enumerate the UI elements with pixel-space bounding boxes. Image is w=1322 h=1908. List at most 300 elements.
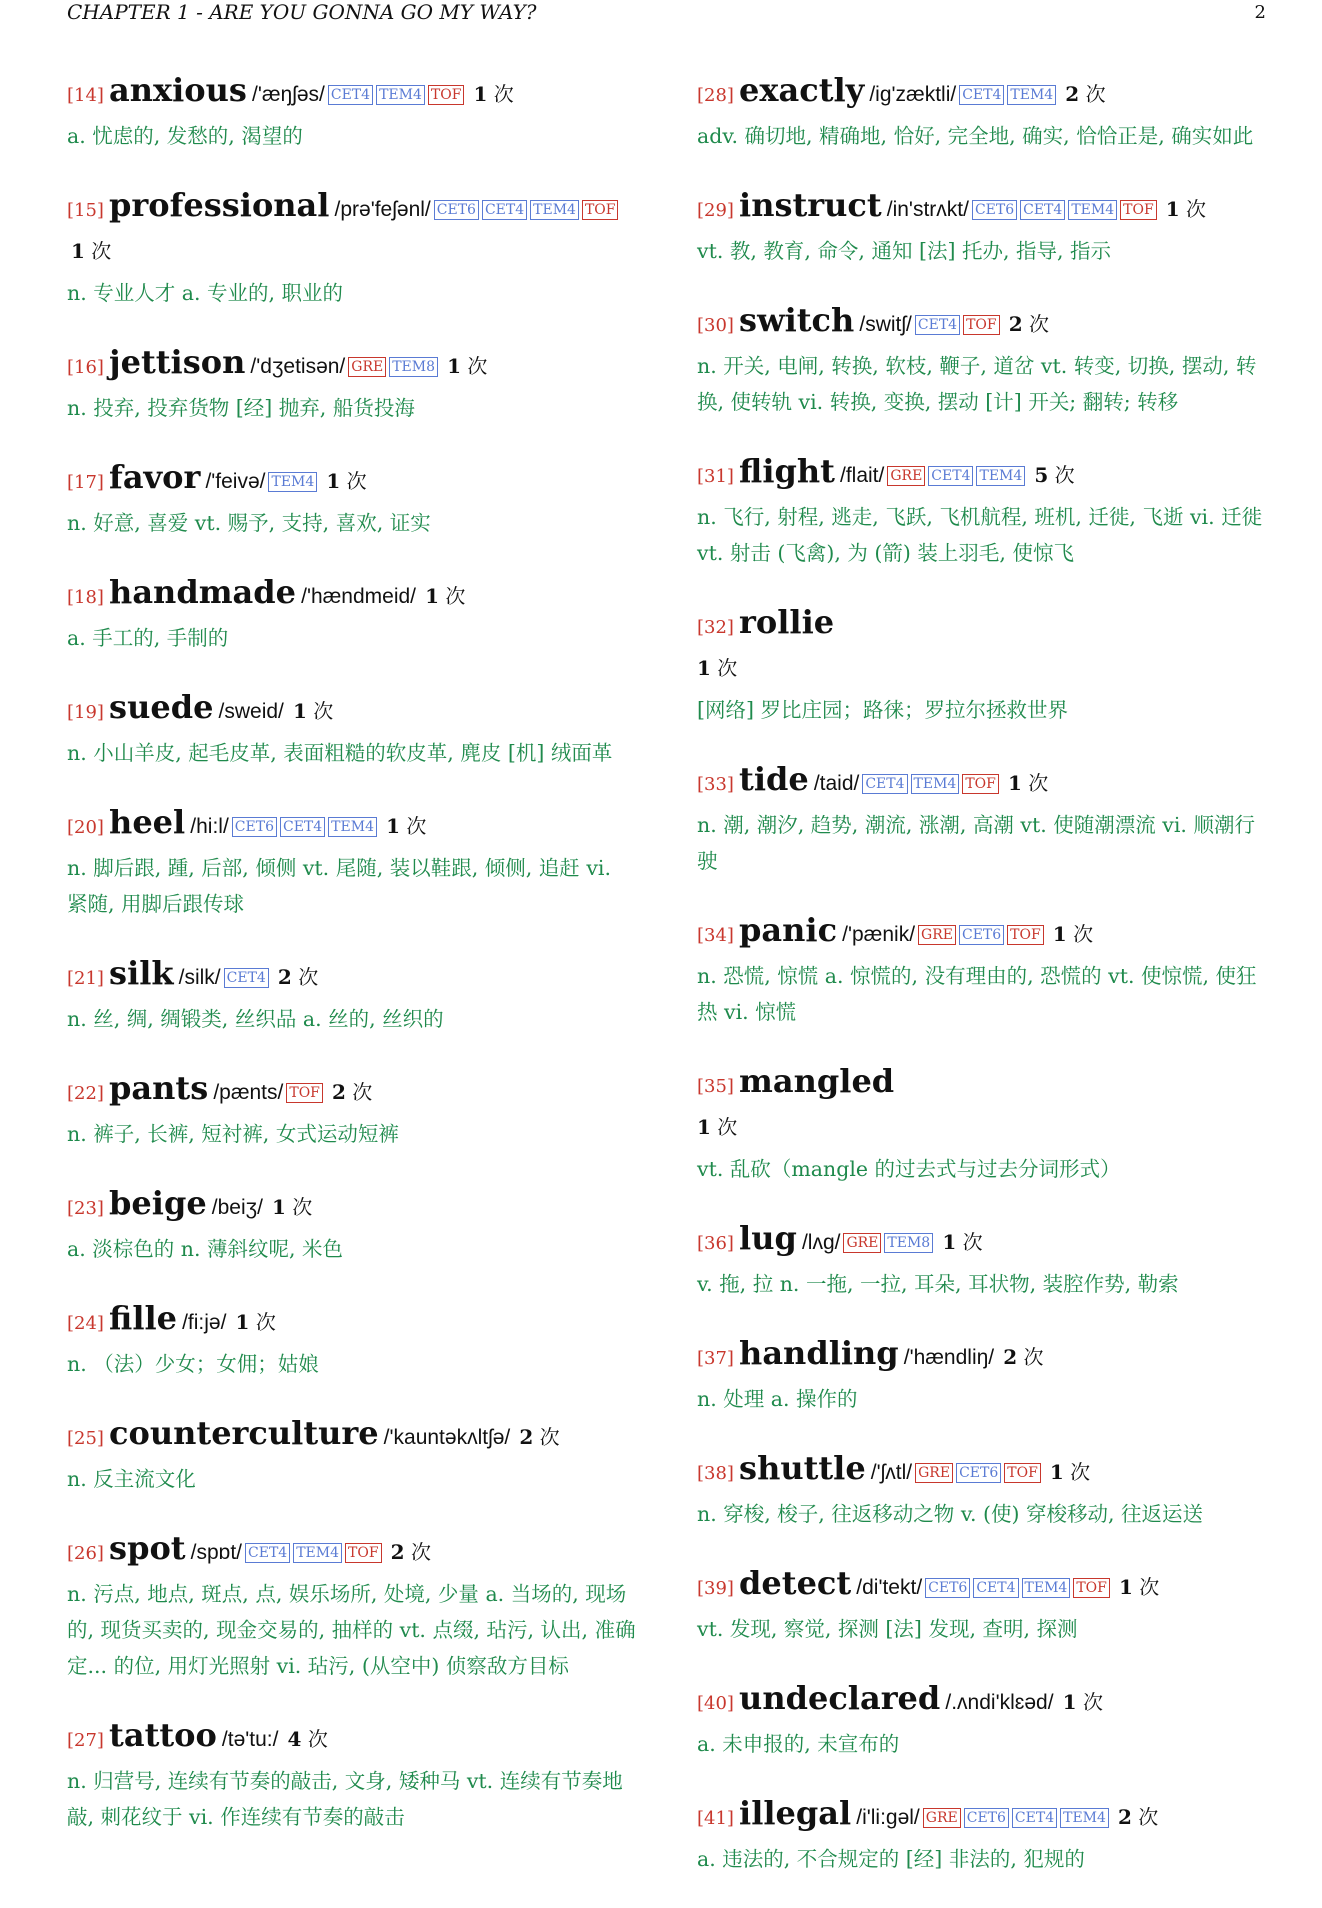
count-number: 1 xyxy=(1165,197,1180,221)
phonetic: /'pænik/ xyxy=(842,923,916,946)
count-number: 1 xyxy=(1118,1575,1133,1599)
entry-number: [14] xyxy=(67,85,104,106)
exam-tag: TEM8 xyxy=(884,1233,933,1253)
count-unit: 次 xyxy=(1028,312,1049,336)
entry-head xyxy=(67,1715,637,1761)
headword: beige xyxy=(109,1184,207,1222)
entry-head xyxy=(697,602,1267,648)
phonetic: /'hændliŋ/ xyxy=(903,1346,995,1369)
definition: a. 忧虑的, 发愁的, 渴望的 xyxy=(67,124,303,148)
phonetic: /'feivə/ xyxy=(205,470,266,493)
exam-tag: TEM4 xyxy=(1068,200,1117,220)
definition: vt. 教, 教育, 命令, 通知 [法] 托办, 指导, 指示 xyxy=(697,239,1112,263)
definition: n. 好意, 喜爱 vt. 赐予, 支持, 喜欢, 证实 xyxy=(67,511,431,535)
count-unit: 次 xyxy=(1023,1345,1044,1369)
entry-head xyxy=(697,1793,1267,1839)
definition: v. 拖, 拉 n. 一拖, 一拉, 耳朵, 耳状物, 装腔作势, 勒索 xyxy=(697,1272,1179,1296)
entry-head xyxy=(67,687,637,733)
right-column xyxy=(697,70,1267,1908)
count-number: 1 xyxy=(235,1310,250,1334)
definition: n. 小山羊皮, 起毛皮革, 表面粗糙的软皮革, 麂皮 [机] 绒面革 xyxy=(67,741,613,765)
exam-tag: TOF xyxy=(1073,1578,1110,1598)
phonetic: /pænts/ xyxy=(213,1081,284,1104)
count-number: 1 xyxy=(697,1115,711,1139)
headword: mangled xyxy=(739,1062,895,1100)
frequency-count xyxy=(519,1425,559,1449)
entry-number: [33] xyxy=(697,774,734,795)
count-unit: 次 xyxy=(1070,1460,1091,1484)
headword: illegal xyxy=(739,1794,852,1832)
headword: rollie xyxy=(739,603,835,641)
frequency-count xyxy=(1063,1690,1103,1714)
exam-tag: CET6 xyxy=(959,925,1004,945)
vocab-entry xyxy=(67,572,637,656)
count-unit: 次 xyxy=(255,1310,276,1334)
exam-tag: CET4 xyxy=(245,1543,290,1563)
exam-tag: TOF xyxy=(582,200,619,220)
count-number: 4 xyxy=(287,1727,302,1751)
frequency-count xyxy=(447,354,487,378)
count-unit: 次 xyxy=(1138,1805,1159,1829)
count-number: 1 xyxy=(326,469,341,493)
definition: n. 穿梭, 梭子, 往返移动之物 v. (使) 穿梭移动, 往返运送 xyxy=(697,1502,1204,1526)
exam-tag: CET4 xyxy=(973,1578,1018,1598)
count-unit: 次 xyxy=(1028,771,1049,795)
frequency-count xyxy=(1034,463,1074,487)
exam-tag: GRE xyxy=(887,466,925,486)
count-number: 2 xyxy=(1003,1345,1018,1369)
entry-head xyxy=(67,1528,637,1574)
vocab-entry xyxy=(697,1793,1267,1877)
frequency-count xyxy=(1119,1575,1159,1599)
headword: instruct xyxy=(739,186,882,224)
entry-number: [23] xyxy=(67,1198,104,1219)
frequency-count xyxy=(293,699,333,723)
entry-number: [20] xyxy=(67,817,104,838)
count-number: 1 xyxy=(425,584,440,608)
definition: [网络] 罗比庄园；路徕；罗拉尔拯救世界 xyxy=(697,698,1069,722)
definition: n. 飞行, 射程, 逃走, 飞跃, 飞机航程, 班机, 迁徙, 飞逝 vi. 迁徙 vt. 射击 (飞禽), 为 (箭) 装上羽毛, 使惊飞 xyxy=(697,505,1263,565)
definition: n. 裤子, 长裤, 短衬裤, 女式运动短裤 xyxy=(67,1122,399,1146)
entry-number: [26] xyxy=(67,1543,104,1564)
frequency-count xyxy=(942,1230,982,1254)
phonetic: /prə'feʃənl/ xyxy=(334,198,431,221)
entry-number: [17] xyxy=(67,472,104,493)
entry-head xyxy=(697,1333,1267,1379)
phonetic: /.ʌndi'klɛəd/ xyxy=(945,1691,1054,1714)
entry-head xyxy=(697,1448,1267,1494)
count-unit: 次 xyxy=(1139,1575,1160,1599)
frequency-count xyxy=(386,814,426,838)
vocab-entry xyxy=(67,1413,637,1497)
entry-number: [39] xyxy=(697,1578,734,1599)
exam-tag: GRE xyxy=(923,1808,961,1828)
exam-tag: TOF xyxy=(963,315,1000,335)
exam-tag: CET4 xyxy=(959,85,1004,105)
exam-tag: TEM4 xyxy=(530,200,579,220)
count-unit: 次 xyxy=(307,1727,328,1751)
count-unit: 次 xyxy=(410,1540,431,1564)
exam-tag: TEM4 xyxy=(911,774,960,794)
headword: shuttle xyxy=(739,1449,866,1487)
exam-tag: CET4 xyxy=(1020,200,1065,220)
count-number: 1 xyxy=(447,354,462,378)
headword: panic xyxy=(739,911,838,949)
exam-tag: TEM4 xyxy=(376,85,425,105)
exam-tag: TOF xyxy=(286,1083,323,1103)
definition: n. 开关, 电闸, 转换, 软枝, 鞭子, 道岔 vt. 转变, 切换, 摆动, 转换, 使转轨 vi. 转换, 变换, 摆动 [计] 开关; 翻转; 转移 xyxy=(697,354,1257,414)
vocab-entry xyxy=(697,1563,1267,1647)
vocab-entry xyxy=(697,300,1267,420)
count-number: 1 xyxy=(1007,771,1022,795)
frequency-count xyxy=(236,1310,276,1334)
headword: undeclared xyxy=(739,1679,941,1717)
phonetic: /lʌg/ xyxy=(801,1231,841,1254)
definition: adv. 确切地, 精确地, 恰好, 完全地, 确实, 恰恰正是, 确实如此 xyxy=(697,124,1254,148)
vocab-entry xyxy=(67,1183,637,1267)
phonetic: /taid/ xyxy=(813,772,860,795)
headword: favor xyxy=(109,458,201,496)
entry-number: [37] xyxy=(697,1348,734,1369)
headword: lug xyxy=(739,1219,797,1257)
entry-number: [32] xyxy=(697,617,734,638)
headword: anxious xyxy=(109,71,247,109)
count-unit: 次 xyxy=(346,469,367,493)
frequency-count xyxy=(391,1540,431,1564)
count-unit: 次 xyxy=(313,699,334,723)
entry-number: [35] xyxy=(697,1076,734,1097)
entry-head xyxy=(67,1413,637,1459)
headword: heel xyxy=(109,803,186,841)
definition: n. 反主流文化 xyxy=(67,1467,196,1491)
count-number: 2 xyxy=(277,965,292,989)
entry-number: [18] xyxy=(67,587,104,608)
entry-head xyxy=(697,185,1267,231)
entry-head xyxy=(67,1068,637,1114)
vocab-entry xyxy=(697,602,1267,728)
entry-number: [22] xyxy=(67,1083,104,1104)
vocab-entry xyxy=(697,910,1267,1030)
definition: a. 违法的, 不合规定的 [经] 非法的, 犯规的 xyxy=(697,1847,1085,1871)
count-unit: 次 xyxy=(91,239,112,263)
frequency-count xyxy=(474,82,514,106)
headword: professional xyxy=(109,186,330,224)
exam-tag: CET6 xyxy=(964,1808,1009,1828)
phonetic: /sweid/ xyxy=(218,700,284,723)
vocab-entry xyxy=(697,1448,1267,1532)
phonetic: /tə'tu:/ xyxy=(221,1728,279,1751)
entry-number: [19] xyxy=(67,702,104,723)
count-unit: 次 xyxy=(717,656,738,680)
definition: n. 归营号, 连续有节奏的敲击, 文身, 矮种马 vt. 连续有节奏地敲, 刺花纹于 vi. 作连续有节奏的敲击 xyxy=(67,1769,623,1829)
exam-tag: CET4 xyxy=(1012,1808,1057,1828)
vocab-entry xyxy=(697,185,1267,269)
exam-tag: TEM4 xyxy=(976,466,1025,486)
entry-number: [29] xyxy=(697,200,734,221)
count-unit: 次 xyxy=(1085,82,1106,106)
exam-tag: CET4 xyxy=(928,466,973,486)
frequency-count xyxy=(1050,1460,1090,1484)
vocab-entry xyxy=(697,1678,1267,1762)
exam-tag: TEM4 xyxy=(328,817,377,837)
frequency-count xyxy=(1008,771,1048,795)
vocab-entry xyxy=(67,802,637,922)
exam-tag: TOF xyxy=(1120,200,1157,220)
headword: switch xyxy=(739,301,855,339)
frequency-count xyxy=(272,1195,312,1219)
entry-number: [34] xyxy=(697,925,734,946)
definition: n. 潮, 潮汐, 趋势, 潮流, 涨潮, 高潮 vt. 使随潮漂流 vi. 顺潮行驶 xyxy=(697,813,1255,873)
count-unit: 次 xyxy=(292,1195,313,1219)
vocab-entry xyxy=(67,1715,637,1835)
phonetic: /di'tekt/ xyxy=(856,1576,923,1599)
count-unit: 次 xyxy=(1054,463,1075,487)
count-number: 2 xyxy=(331,1080,346,1104)
entry-head xyxy=(67,457,637,503)
entry-number: [41] xyxy=(697,1808,734,1829)
entry-head xyxy=(697,300,1267,346)
count-number: 2 xyxy=(390,1540,405,1564)
definition: a. 未申报的, 未宣布的 xyxy=(697,1732,900,1756)
entry-head xyxy=(697,759,1267,805)
exam-tag: CET6 xyxy=(972,200,1017,220)
phonetic: /'hændmeid/ xyxy=(301,585,417,608)
frequency-count xyxy=(326,469,366,493)
count-unit: 次 xyxy=(539,1425,560,1449)
page-header xyxy=(67,0,1266,28)
headword: tide xyxy=(739,760,809,798)
definition: n. 投弃, 投弃货物 [经] 抛弃, 船货投海 xyxy=(67,396,415,420)
vocab-entry xyxy=(697,1061,1267,1187)
vocab-entry xyxy=(67,185,637,311)
count-number: 2 xyxy=(519,1425,534,1449)
headword: counterculture xyxy=(109,1414,379,1452)
entry-number: [25] xyxy=(67,1428,104,1449)
vocab-entry xyxy=(697,1218,1267,1302)
exam-tag: CET6 xyxy=(232,817,277,837)
exam-tag: CET6 xyxy=(434,200,479,220)
exam-tag: TEM4 xyxy=(1022,1578,1071,1598)
frequency-count xyxy=(425,584,465,608)
count-unit: 次 xyxy=(717,1115,738,1139)
frequency-count xyxy=(697,656,737,680)
headword: tattoo xyxy=(109,1716,217,1754)
headword: fille xyxy=(109,1299,177,1337)
exam-tag: TOF xyxy=(345,1543,382,1563)
frequency-count xyxy=(1003,1345,1043,1369)
entry-number: [28] xyxy=(697,85,734,106)
headword: suede xyxy=(109,688,214,726)
exam-tag: TEM4 xyxy=(1007,85,1056,105)
exam-tag: CET4 xyxy=(482,200,527,220)
frequency-count xyxy=(1065,82,1105,106)
exam-tag: TEM4 xyxy=(268,472,317,492)
headword: silk xyxy=(109,954,174,992)
entry-head xyxy=(67,70,637,116)
phonetic: /'kauntəkʌltʃə/ xyxy=(383,1426,511,1449)
definition: n. 处理 a. 操作的 xyxy=(697,1387,858,1411)
definition: a. 淡棕色的 n. 薄斜纹呢, 米色 xyxy=(67,1237,344,1261)
vocab-entry xyxy=(697,70,1267,154)
phonetic: /flait/ xyxy=(839,464,885,487)
exam-tag: TOF xyxy=(428,85,465,105)
count-unit: 次 xyxy=(962,1230,983,1254)
vocab-entry xyxy=(67,342,637,426)
definition: vt. 乱砍（mangle 的过去式与过去分词形式） xyxy=(697,1157,1121,1181)
frequency-count xyxy=(1118,1805,1158,1829)
count-number: 1 xyxy=(1062,1690,1077,1714)
count-unit: 次 xyxy=(493,82,514,106)
entry-head xyxy=(67,185,637,273)
exam-tag: GRE xyxy=(348,357,386,377)
count-unit: 次 xyxy=(1073,922,1094,946)
frequency-count xyxy=(697,1115,737,1139)
headword: jettison xyxy=(109,343,246,381)
entry-number: [30] xyxy=(697,315,734,336)
vocab-entry xyxy=(67,1068,637,1152)
count-number: 1 xyxy=(1049,1460,1064,1484)
vocab-entry xyxy=(67,1528,637,1684)
phonetic: /fi:jə/ xyxy=(182,1311,227,1334)
headword: pants xyxy=(109,1069,209,1107)
entry-number: [27] xyxy=(67,1730,104,1751)
headword: flight xyxy=(739,452,835,490)
frequency-count xyxy=(278,965,318,989)
entry-head xyxy=(697,910,1267,956)
chapter-title: CHAPTER 1 - ARE YOU GONNA GO MY WAY? xyxy=(67,0,537,24)
exam-tag: TOF xyxy=(1007,925,1044,945)
entry-head xyxy=(67,953,637,999)
phonetic: /ig'zæktli/ xyxy=(869,83,957,106)
headword: exactly xyxy=(739,71,865,109)
entry-number: [36] xyxy=(697,1233,734,1254)
definition: n. 污点, 地点, 斑点, 点, 娱乐场所, 处境, 少量 a. 当场的, 现场的, 现货买卖的, 现金交易的, 抽样的 vt. 点缀, 玷污, 认出, 准确定... 的位, 用灯光照射 vi. 玷污, (从空中) 侦察敌方目标 xyxy=(67,1582,636,1678)
entry-number: [16] xyxy=(67,357,104,378)
vocab-entry xyxy=(67,953,637,1037)
entry-head xyxy=(697,70,1267,116)
count-number: 1 xyxy=(71,239,85,263)
exam-tag: TOF xyxy=(1004,1463,1041,1483)
entry-head xyxy=(67,1298,637,1344)
frequency-count xyxy=(1009,312,1049,336)
entry-number: [21] xyxy=(67,968,104,989)
count-line xyxy=(697,1107,1267,1149)
exam-tag: CET6 xyxy=(956,1463,1001,1483)
page-number: 2 xyxy=(1254,2,1266,23)
phonetic: /silk/ xyxy=(178,966,221,989)
exam-tag: GRE xyxy=(918,925,956,945)
exam-tag: CET4 xyxy=(280,817,325,837)
definition: a. 手工的, 手制的 xyxy=(67,626,229,650)
entry-head xyxy=(697,1678,1267,1724)
exam-tag: CET6 xyxy=(925,1578,970,1598)
exam-tag: CET4 xyxy=(328,85,373,105)
entry-head xyxy=(67,572,637,618)
exam-tag: CET4 xyxy=(224,968,269,988)
count-number: 2 xyxy=(1118,1805,1132,1829)
exam-tag: TEM8 xyxy=(389,357,438,377)
entry-head xyxy=(697,1061,1267,1107)
entry-head xyxy=(67,342,637,388)
count-line xyxy=(697,648,1267,690)
exam-tag: TEM4 xyxy=(1060,1808,1109,1828)
count-unit: 次 xyxy=(406,814,427,838)
count-number: 1 xyxy=(292,699,307,723)
frequency-count xyxy=(1053,922,1093,946)
entry-number: [31] xyxy=(697,466,734,487)
definition: n. 丝, 绸, 绸锻类, 丝织品 a. 丝的, 丝织的 xyxy=(67,1007,444,1031)
vocab-entry xyxy=(67,457,637,541)
count-number: 2 xyxy=(1065,82,1080,106)
headword: handling xyxy=(739,1334,899,1372)
phonetic: /spɒt/ xyxy=(190,1541,243,1564)
entry-head xyxy=(697,451,1267,497)
entry-number: [40] xyxy=(697,1693,734,1714)
phonetic: /hi:l/ xyxy=(190,815,229,838)
exam-tag: GRE xyxy=(843,1233,881,1253)
entry-head xyxy=(67,802,637,848)
left-column xyxy=(67,70,637,1866)
vocab-entry xyxy=(697,451,1267,571)
phonetic: /i'li:gəl/ xyxy=(856,1806,920,1829)
count-unit: 次 xyxy=(467,354,488,378)
count-number: 1 xyxy=(697,656,711,680)
exam-tag: CET4 xyxy=(915,315,960,335)
count-number: 2 xyxy=(1008,312,1023,336)
exam-tag: TOF xyxy=(962,774,999,794)
phonetic: /beiʒ/ xyxy=(211,1196,263,1219)
entry-number: [15] xyxy=(67,200,104,221)
count-number: 1 xyxy=(942,1230,957,1254)
count-unit: 次 xyxy=(352,1080,373,1104)
exam-tag: CET4 xyxy=(862,774,907,794)
frequency-count xyxy=(332,1080,372,1104)
phonetic: /'æŋʃəs/ xyxy=(252,83,325,106)
count-unit: 次 xyxy=(445,584,466,608)
vocab-entry xyxy=(67,70,637,154)
count-number: 1 xyxy=(272,1195,286,1219)
entry-head xyxy=(697,1218,1267,1264)
definition: n. （法）少女；女佣；姑娘 xyxy=(67,1352,319,1376)
phonetic: /in'strʌkt/ xyxy=(886,198,969,221)
headword: detect xyxy=(739,1564,852,1602)
vocab-entry xyxy=(67,1298,637,1382)
phonetic: /'dʒetisən/ xyxy=(250,355,346,378)
phonetic: /switʃ/ xyxy=(859,313,912,336)
count-number: 1 xyxy=(473,82,488,106)
exam-tag: TEM4 xyxy=(293,1543,342,1563)
definition: vt. 发现, 察觉, 探测 [法] 发现, 查明, 探测 xyxy=(697,1617,1078,1641)
frequency-count xyxy=(1166,197,1206,221)
vocab-entry xyxy=(697,759,1267,879)
entry-head xyxy=(67,1183,637,1229)
phonetic: /'ʃʌtl/ xyxy=(870,1461,913,1484)
vocab-entry xyxy=(67,687,637,771)
entry-head xyxy=(697,1563,1267,1609)
definition: n. 脚后跟, 踵, 后部, 倾侧 vt. 尾随, 装以鞋跟, 倾侧, 追赶 vi. 紧随, 用脚后跟传球 xyxy=(67,856,611,916)
headword: handmade xyxy=(109,573,297,611)
count-unit: 次 xyxy=(1082,1690,1103,1714)
definition: n. 恐慌, 惊慌 a. 惊慌的, 没有理由的, 恐慌的 vt. 使惊慌, 使狂热 vi. 惊慌 xyxy=(697,964,1257,1024)
count-number: 5 xyxy=(1034,463,1049,487)
count-number: 1 xyxy=(1052,922,1067,946)
definition: n. 专业人才 a. 专业的, 职业的 xyxy=(67,281,344,305)
count-unit: 次 xyxy=(1186,197,1207,221)
count-number: 1 xyxy=(386,814,400,838)
frequency-count xyxy=(71,239,111,263)
entry-number: [38] xyxy=(697,1463,734,1484)
count-unit: 次 xyxy=(298,965,319,989)
